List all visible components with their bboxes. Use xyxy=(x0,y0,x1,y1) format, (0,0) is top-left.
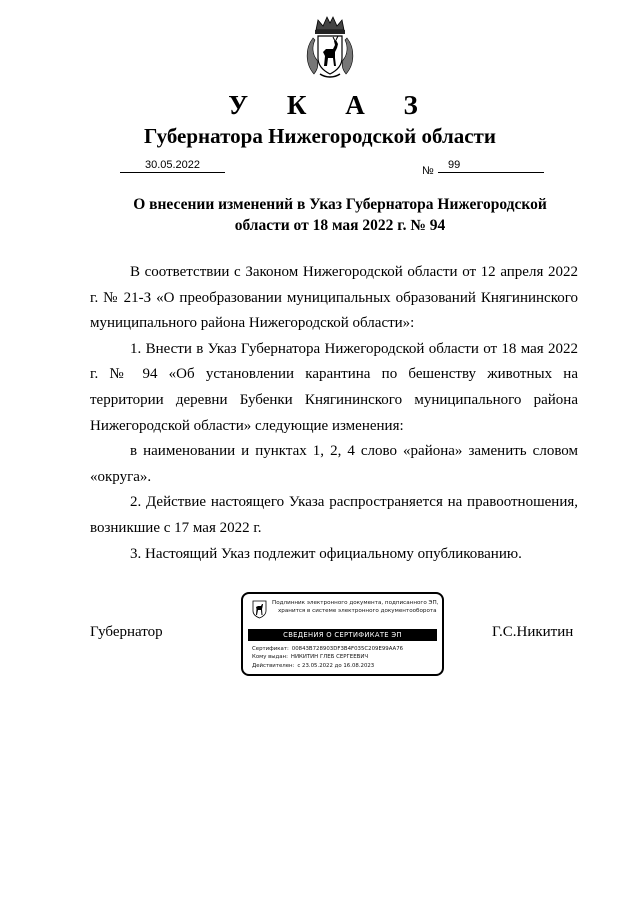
issuing-authority-title: Губернатора Нижегородской области xyxy=(144,124,496,148)
certificate-header-line: Подлинник электронного документа, подписанного ЭП, xyxy=(272,600,439,606)
document-body xyxy=(90,260,578,567)
document-number-label: № xyxy=(422,165,434,177)
certificate-label: Сертификат: xyxy=(252,646,289,652)
certificate-details xyxy=(252,645,442,670)
signatory-position: Губернатор xyxy=(90,624,163,640)
issued-to-value: НИКИТИН ГЛЕБ СЕРГЕЕВИЧ xyxy=(290,654,369,661)
body-paragraph: 2. Действие настоящего Указа распространяется на правоотношения, возникшие с 17 мая 2022 г. xyxy=(90,494,578,536)
certificate-value: 00843B728903DF3B4F035C209E99AA76 xyxy=(291,646,404,652)
certificate-row xyxy=(252,662,442,670)
validity-label: Действителен: xyxy=(252,662,295,669)
certificate-row xyxy=(252,653,442,661)
document-type-title: У К А З xyxy=(228,90,434,120)
document-number: 99 xyxy=(438,159,544,173)
certificate-header-line: хранится в системе электронного документооборота xyxy=(278,608,437,614)
document-date: 30.05.2022 xyxy=(120,159,225,173)
body-paragraph: 3. Настоящий Указ подлежит официальному опубликованию. xyxy=(130,545,522,562)
coat-of-arms-small-icon xyxy=(252,599,267,619)
body-paragraph: в наименовании и пунктах 1, 2, 4 слово «района» заменить словом «округа». xyxy=(90,443,578,485)
electronic-signature-stamp xyxy=(241,592,444,676)
signatory-name: Г.С.Никитин xyxy=(492,624,574,640)
nizhny-novgorod-coat-of-arms-icon xyxy=(300,14,360,80)
body-paragraph: 1. Внести в Указ Губернатора Нижегородской области от 18 мая 2022 г. № 94 «Об установлении карантина по бешенству животных на территории деревни Бубенки Княгининского муниципального района Нижегородской области» следующие изменения: xyxy=(90,340,578,434)
certificate-row xyxy=(252,645,442,653)
issued-to-label: Кому выдан: xyxy=(252,654,288,661)
validity-value: с 23.05.2022 до 16.08.2023 xyxy=(297,662,375,669)
certificate-header xyxy=(272,599,442,615)
certificate-title-bar: СВЕДЕНИЯ О СЕРТИФИКАТЕ ЭП xyxy=(248,629,437,641)
document-subject: О внесении изменений в Указ Губернатора Нижегородской области от 18 мая 2022 г. № 94 xyxy=(133,196,547,234)
body-paragraph: В соответствии с Законом Нижегородской области от 12 апреля 2022 г. № 21-З «О преобразовании муниципальных образований Княгининского муниципального района Нижегородской области»: xyxy=(90,264,578,332)
